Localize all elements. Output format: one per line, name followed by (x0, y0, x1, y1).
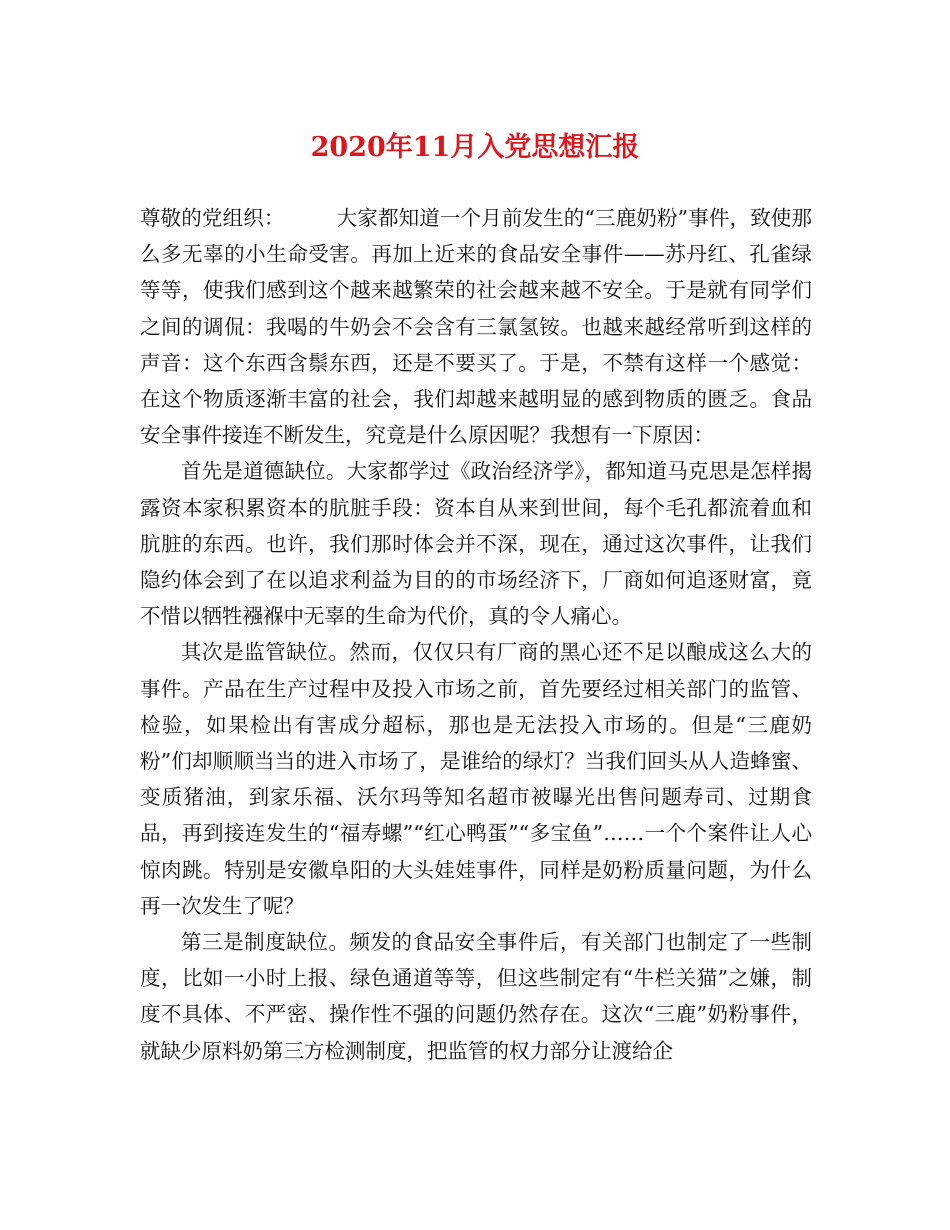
intro-text: 大家都知道一个月前发生的“三鹿奶粉”事件，致使那么多无辜的小生命受害。再加上近来的食品安全事件——苏丹红、孔雀绿等等，使我们感到这个越来越繁荣的社会越来越不安全。于是就有同学们之间的调侃：我喝的牛奶会不会含有三氯氢铵。也越来越经常听到这样的声音：这个东西含鬃东西，还是不要买了。于是，不禁有这样一个感觉：在这个物质逐渐丰富的社会，我们却越来越明显的感到物质的匮乏。食品安全事件接连不断发生，究竟是什么原因呢？我想有一下原因： (140, 206, 812, 448)
paragraph-system: 第三是制度缺位。频发的食品安全事件后，有关部门也制定了一些制度，比如一小时上报、绿色通道等等，但这些制定有“牛栏关猫”之嫌，制度不具体、不严密、操作性不强的问题仍然存在。这次“三鹿”奶粉事件，就缺少原料奶第三方检测制度，把监管的权力部分让渡给企 (140, 930, 812, 1063)
intro-paragraph (140, 200, 812, 453)
salutation: 尊敬的党组织： (140, 206, 285, 230)
page-title: 2020年11月入党思想汇报 (310, 132, 640, 163)
paragraph-moral: 首先是道德缺位。大家都学过《政治经济学》，都知道马克思是怎样揭露资本家积累资本的肮脏手段：资本自从来到世间，每个毛孔都流着血和肮脏的东西。也许，我们那时体会并不深，现在，通过这次事件，让我们隐约体会到了在以追求利益为目的的市场经济下，厂商如何追逐财富，竟不惜以牺牲襁褓中无辜的生命为代价，真的令人痛心。 (140, 459, 812, 629)
paragraph-supervision: 其次是监管缺位。然而，仅仅只有厂商的黑心还不足以酿成这么大的事件。产品在生产过程中及投入市场之前，首先要经过相关部门的监管、检验，如果检出有害成分超标，那也是无法投入市场的。但是“三鹿奶粉”们却顺顺当当的进入市场了，是谁给的绿灯？当我们回头从人造蜂蜜、变质猪油，到家乐福、沃尔玛等知名超市被曝光出售问题寿司、过期食品，再到接连发生的“福寿螺”“红心鸭蛋”“多宝鱼”……一个个案件让人心惊肉跳。特别是安徽阜阳的大头娃娃事件，同样是奶粉质量问题，为什么再一次发生了呢？ (140, 640, 812, 918)
document-body (140, 200, 812, 1069)
